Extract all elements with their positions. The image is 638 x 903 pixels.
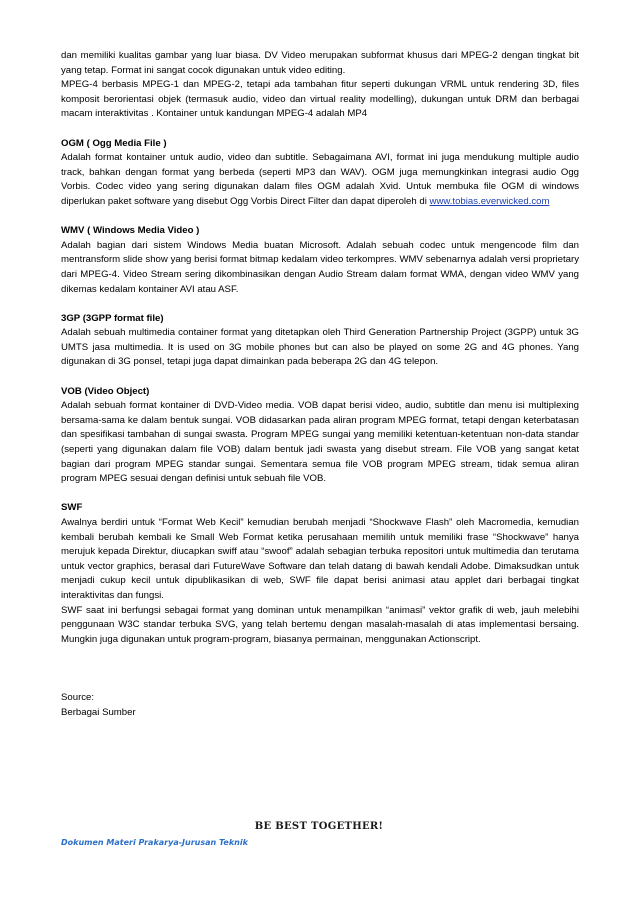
swf-paragraph-1: Awalnya berdiri untuk “Format Web Kecil” kemudian berubah menjadi “Shockwave Flash” oleh Macromedia, kemudian kembali berubah kembali ke Small Web Format ketika perusahaan memilih untuk memiliki frase “Shockwave” hanya merujuk kepada Direktur, diucapkan swiff atau “swoof” adalah sebagian terbuka repositori untuk multimedia dan terutama untuk vector graphics, berasal dari FutureWave Software dan telah datang di bawah kendali Adobe. Dimaksudkan untuk menjadi cukup kecil untuk dipublikasikan di web, SWF file dapat berisi animasi atau applet dari berbagai tingkat interaktivitas dan fungsi. <box>61 517 579 601</box>
document-body <box>61 49 579 720</box>
footer-motto: BE BEST TOGETHER! <box>254 821 384 832</box>
intro-paragraph-1: dan memiliki kualitas gambar yang luar biasa. DV Video merupakan subformat khusus dari MPEG-2 dengan tingkat bit yang tetap. Format ini sangat cocok digunakan untuk video editing. <box>61 50 579 76</box>
footer-document-title: Dokumen Materi Prakarya-Jurusan Teknik <box>61 838 248 847</box>
source-label: Source: <box>61 692 95 704</box>
source-value: Berbagai Sumber <box>61 706 136 718</box>
3gp-paragraph: Adalah sebuah multimedia container format yang ditetapkan oleh Third Generation Partnership Project (3GPP) untuk 3G UMTS jasa multimedia. It is used on 3G mobile phones but can also be played on some 2G and 4G phones. Yang digunakan di 3G ponsel, tetapi juga dapat dimainkan pada beberapa 2G dan 4G telepon. <box>61 327 579 368</box>
vob-paragraph: Adalah sebuah format kontainer di DVD-Video media. VOB dapat berisi video, audio, subtitle dan menu isi multiplexing bersama-sama ke dalam bentuk sungai. VOB didasarkan pada aliran program MPEG format, tetapi dengan keterbatasan dan spesifikasi tambahan di sungai swasta. Program MPEG sungai yang memiliki ketentuan-ketentuan non-data standar (seperti yang digunakan dalam file VOB) dalam bentuk jadi swasta yang disebut stream. File VOB yang sangat ketat bagian dari program MPEG standar sungai. Sementara semua file VOB program MPEG stream, tidak semua aliran program MPEG sesuai dengan definisi untuk sebuah file VOB. <box>61 400 579 485</box>
wmv-paragraph: Adalah bagian dari sistem Windows Media buatan Microsoft. Adalah sebuah codec untuk mengencode film dan mentransform slide show yang berisi format bitmap kedalam video terkompres. WMV sebenarnya adalah versi proprietary dari MPEG-4. Video Stream sering dikombinasikan dengan Audio Stream dalam format WMA, dengan video WMV yang dikemas kedalam kontainer AVI atau ASF. <box>61 239 579 295</box>
ogm-link[interactable]: www.tobias.everwicked.com <box>429 195 550 207</box>
swf-heading: SWF <box>61 502 83 514</box>
ogm-body: Adalah format kontainer untuk audio, video dan subtitle. Sebagaimana AVI, format ini juga mendukung multiple audio track, bahkan dengan format yang berbeda (seperti MP3 dan WAV). OGM juga memungkinkan integrasi audio Ogg Vorbis. Codec video yang sering digunakan dalam files OGM adalah Xvid. Untuk membuka file OGM di windows diperlukan paket software yang disebut Ogg Vorbis Direct Filter dan dapat diperoleh di <box>61 152 579 207</box>
ogm-paragraph <box>61 151 579 209</box>
swf-paragraph-2: SWF saat ini berfungsi sebagai format yang dominan untuk menampilkan “animasi” vektor grafik di web, jauh melebihi penggunaan W3C standar terbuka SVG, yang telah bertemu dengan masalah-masalah di atas implementasi bersaing. Mungkin juga digunakan untuk program-program, biasanya permainan, menggunakan Actionscript. <box>61 604 579 645</box>
ogm-heading: OGM ( Ogg Media File ) <box>61 137 167 149</box>
intro-paragraph-2: MPEG-4 berbasis MPEG-1 dan MPEG-2, tetapi ada tambahan fitur seperti dukungan VRML untuk rendering 3D, files komposit berorientasi objek (termasuk audio, video dan virtual reality modelling), dukungan untuk DRM dan berbagai macam interaktivitas . Kontainer untuk kandungan MPEG-4 adalah MP4 <box>61 79 579 120</box>
3gp-heading: 3GP (3GPP format file) <box>61 312 164 324</box>
wmv-heading: WMV ( Windows Media Video ) <box>61 225 200 237</box>
vob-heading: VOB (Video Object) <box>61 385 150 397</box>
